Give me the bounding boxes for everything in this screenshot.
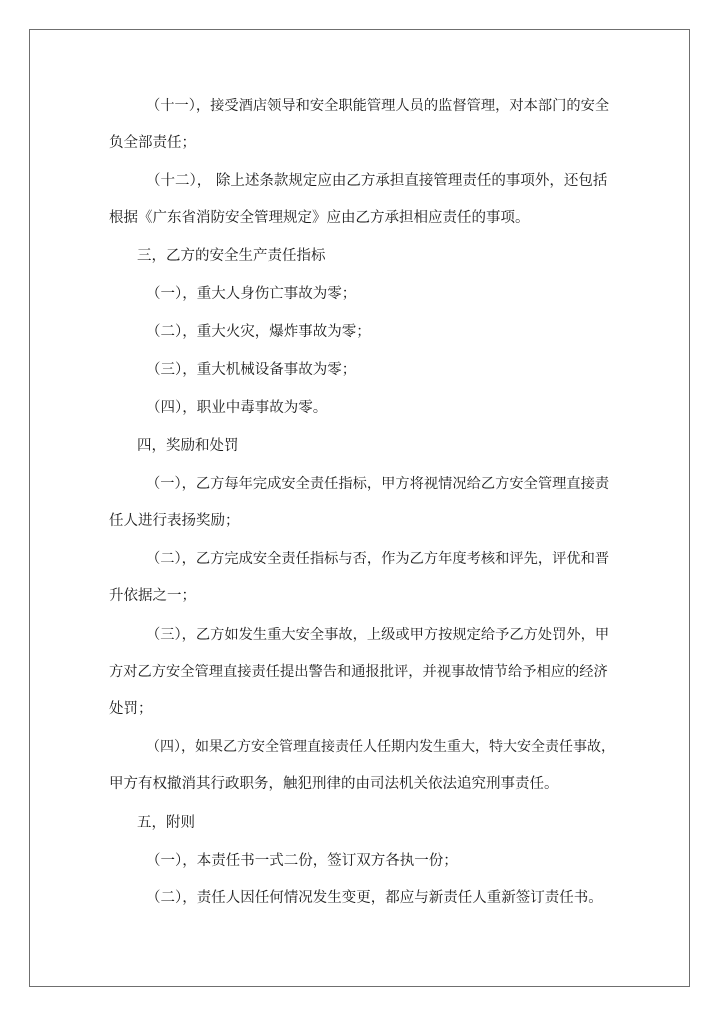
text-line: （十一），接受酒店领导和安全职能管理人员的监督管理，对本部门的安全 xyxy=(146,98,610,114)
text-line: （二），重大火灾，爆炸事故为零； xyxy=(146,324,371,340)
heading-text: 三，乙方的安全生产责任指标 xyxy=(137,248,326,264)
text-line: 甲方有权撤消其行政职务，触犯刑律的由司法机关依法追究刑事责任。 xyxy=(109,776,559,792)
list-item xyxy=(109,352,616,389)
text-line: （一），重大人身伤亡事故为零； xyxy=(146,286,357,302)
text-line: 任人进行表扬奖励； xyxy=(109,513,240,529)
text-line: 方对乙方安全管理直接责任提出警告和通报批评，并视事故情节给予相应的经济 xyxy=(109,664,608,680)
text-line: （二），乙方完成安全责任指标与否，作为乙方年度考核和评先，评优和晋 xyxy=(146,551,610,567)
list-item xyxy=(109,880,616,917)
text-line: （二），责任人因任何情况发生变更，都应与新责任人重新签订责任书。 xyxy=(146,890,603,906)
paragraph-supervision xyxy=(109,88,616,162)
text-line: （十二）， 除上述条款规定应由乙方承担直接管理责任的事项外，还包括 xyxy=(146,173,608,189)
paragraph-penalty xyxy=(109,617,616,728)
paragraph-fire-regulation xyxy=(109,163,616,237)
paragraph-reward xyxy=(109,466,616,540)
paragraph-evaluation xyxy=(109,541,616,615)
text-line: （四），职业中毒事故为零。 xyxy=(146,400,328,416)
heading-text: 四，奖励和处罚 xyxy=(137,438,239,454)
text-line: （一），本责任书一式二份，签订双方各执一份； xyxy=(146,853,458,869)
text-line: 负全部责任； xyxy=(109,135,196,151)
section-heading-rewards xyxy=(109,428,616,465)
paragraph-dismissal xyxy=(109,729,616,803)
list-item xyxy=(109,843,616,880)
list-item xyxy=(109,314,616,351)
heading-text: 五，附则 xyxy=(137,815,195,831)
section-heading-appendix xyxy=(109,805,616,842)
text-line: 处罚； xyxy=(109,701,153,717)
list-item xyxy=(109,390,616,427)
section-heading-safety-targets xyxy=(109,238,616,275)
list-item xyxy=(109,276,616,313)
text-line: （一），乙方每年完成安全责任指标，甲方将视情况给乙方安全管理直接责 xyxy=(146,476,610,492)
text-line: 升依据之一； xyxy=(109,588,196,604)
text-line: （四），如果乙方安全管理直接责任人任期内发生重大，特大安全责任事故， xyxy=(146,739,615,755)
text-line: （三），重大机械设备事故为零； xyxy=(146,362,357,378)
text-line: 根据《广东省消防安全管理规定》应由乙方承担相应责任的事项。 xyxy=(109,210,530,226)
text-line: （三），乙方如发生重大安全事故，上级或甲方按规定给予乙方处罚外，甲 xyxy=(146,627,610,643)
